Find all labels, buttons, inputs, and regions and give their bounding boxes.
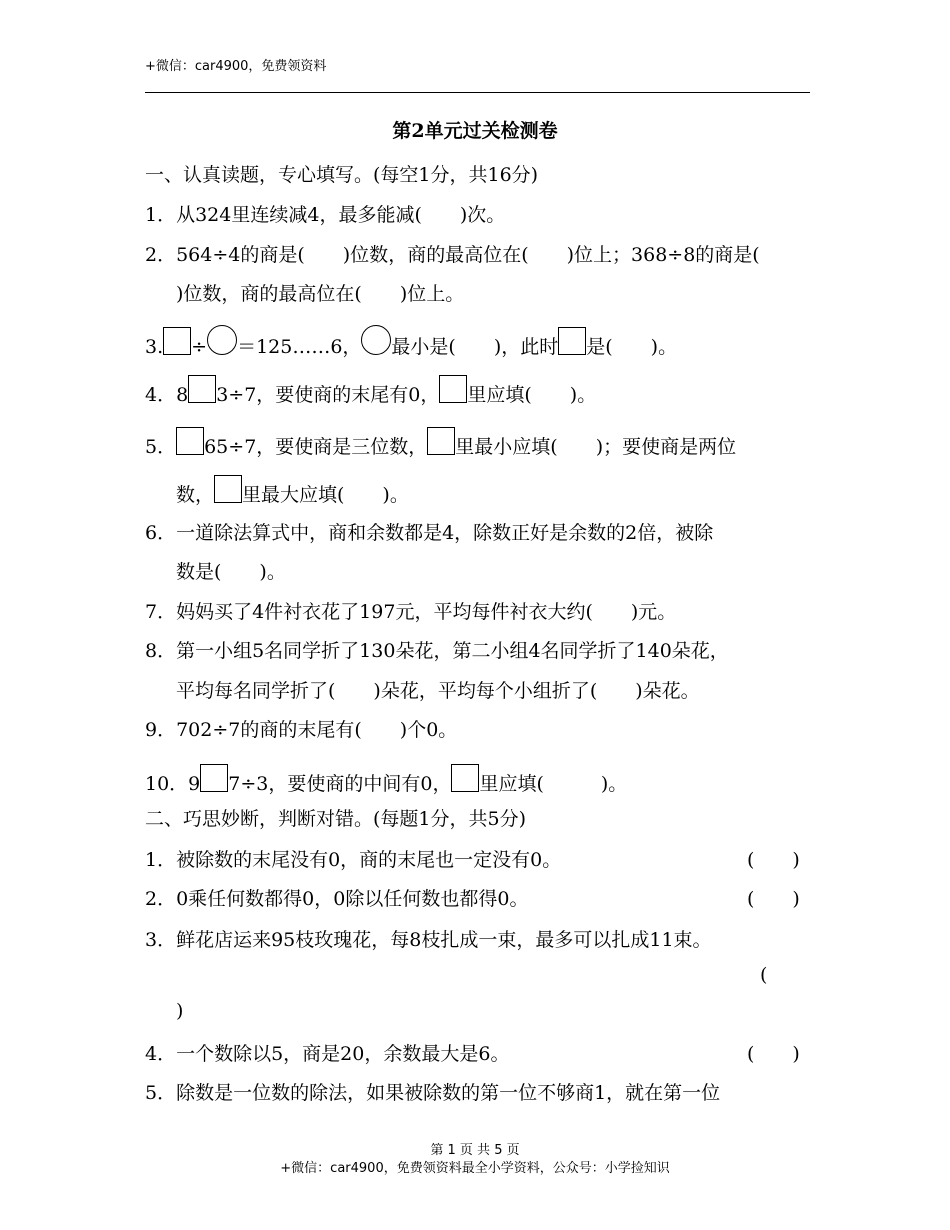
page-number: 第 1 页 共 5 页: [430, 1143, 520, 1158]
section1-heading: 一、认真读题，专心填写。(每空1分，共16分): [145, 164, 539, 186]
judge-3: 3．鲜花店运来95枝玫瑰花，每8枝扎成一束，最多可以扎成11束。: [145, 929, 712, 951]
question-8-line2: 平均每名同学折了( )朵花，平均每个小组折了( )朵花。: [176, 680, 700, 702]
question-8-line1: 8．第一小组5名同学折了130朵花，第二小组4名同学折了140朵花，: [145, 640, 729, 662]
blank-box-icon: [200, 764, 228, 792]
question-6-line2: 数是( )。: [176, 561, 286, 583]
question-3: 3. ÷ ＝125……6， 最小是( )，此时 是( )。: [145, 325, 677, 359]
footer-watermark: +微信：car4900，免费领资料最全小学资料，公众号：小学捡知识: [280, 1161, 670, 1176]
answer-paren: ( ): [747, 849, 800, 871]
blank-box-icon: [188, 375, 216, 403]
question-4: 4．8 3÷7，要使商的末尾有0， 里应填( )。: [145, 375, 596, 407]
question-10: 10．9 7÷3，要使商的中间有0， 里应填( )。: [145, 764, 627, 796]
header-watermark: +微信：car4900，免费领资料: [145, 59, 327, 74]
question-1: 1．从324里连续减4，最多能减( )次。: [145, 204, 506, 226]
question-2-line2: )位数，商的最高位在( )位上。: [176, 283, 465, 305]
blank-box-icon: [163, 327, 191, 355]
answer-paren: ( ): [747, 888, 800, 910]
answer-paren-close: ): [176, 1000, 184, 1022]
question-5-line1: 5． 65÷7，要使商是三位数， 里最小应填( )；要使商是两位: [145, 427, 736, 459]
page-title: 第2单元过关检测卷: [392, 120, 558, 142]
blank-box-icon: [439, 375, 467, 403]
blank-circle-icon: [207, 325, 237, 355]
blank-box-icon: [451, 764, 479, 792]
judge-5: 5．除数是一位数的除法，如果被除数的第一位不够商1，就在第一位: [145, 1082, 721, 1104]
blank-box-icon: [176, 427, 204, 455]
header-divider: [145, 92, 810, 93]
blank-box-icon: [427, 427, 455, 455]
question-6-line1: 6．一道除法算式中，商和余数都是4，除数正好是余数的2倍，被除: [145, 522, 714, 544]
judge-4: 4．一个数除以5，商是20，余数最大是6。: [145, 1043, 510, 1065]
judge-2: 2．0乘任何数都得0，0除以任何数也都得0。: [145, 888, 529, 910]
blank-box-icon: [214, 475, 242, 503]
answer-paren: ( ): [747, 1043, 800, 1065]
question-5-line2: 数， 里最大应填( )。: [176, 475, 409, 507]
answer-paren-open: (: [760, 964, 768, 986]
question-2-line1: 2．564÷4的商是( )位数，商的最高位在( )位上；368÷8的商是(: [145, 244, 760, 266]
section2-heading: 二、巧思妙断，判断对错。(每题1分，共5分): [145, 808, 527, 830]
question-9: 9．702÷7的商的末尾有( )个0。: [145, 719, 458, 741]
question-7: 7．妈妈买了4件衬衣花了197元，平均每件衬衣大约( )元。: [145, 601, 677, 623]
blank-circle-icon: [361, 325, 391, 355]
blank-box-icon: [558, 327, 586, 355]
judge-1: 1．被除数的末尾没有0，商的末尾也一定没有0。: [145, 849, 562, 871]
